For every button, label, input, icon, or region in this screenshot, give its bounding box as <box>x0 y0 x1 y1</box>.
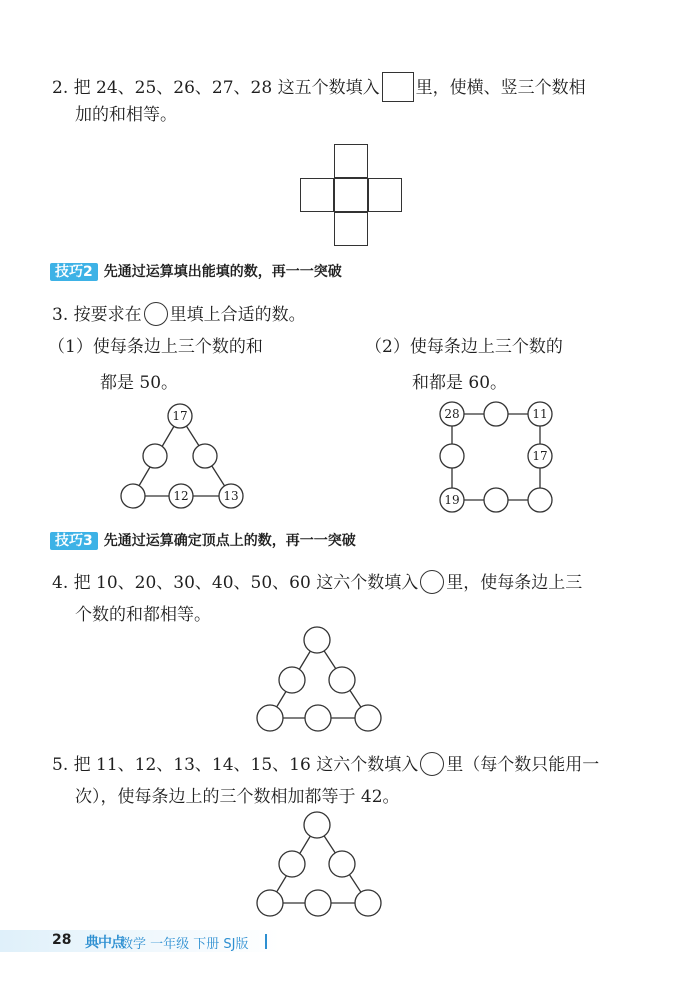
brand-logo: 典中点 <box>85 935 124 951</box>
sq-node-left-mid[interactable] <box>440 444 464 468</box>
tri-node-right[interactable] <box>193 444 217 468</box>
tip-2-badge: 技巧2 <box>50 263 98 281</box>
book-title: 数学 一年级 下册 SJ版 <box>120 937 249 952</box>
svg-text:19: 19 <box>444 493 460 507</box>
q3-part1-line2: 都是 50。 <box>100 373 179 393</box>
q3-part2-line2: 和都是 60。 <box>412 373 508 393</box>
tip-3-text: 先通过运算确定顶点上的数，再一一突破 <box>103 533 356 549</box>
q5-node-bottom-left[interactable] <box>257 890 283 916</box>
svg-text:17: 17 <box>532 449 548 463</box>
tri-node-bottom-left[interactable] <box>121 484 145 508</box>
svg-text:17: 17 <box>172 409 188 423</box>
q4-node-bottom-right[interactable] <box>355 705 381 731</box>
sq-node-top-left <box>440 402 464 426</box>
sq-node-bottom-mid[interactable] <box>484 488 508 512</box>
sq-node-bottom-left <box>440 488 464 512</box>
q4-line1: 4. 把 10、20、30、40、50、60 这六个数填入 里，使每条边上三 <box>52 570 582 594</box>
q2-line1: 2. 把 24、25、26、27、28 这五个数填入 里，使横、竖三个数相 <box>52 72 586 102</box>
tip-2-text: 先通过运算填出能填的数，再一一突破 <box>103 264 342 280</box>
q4-node-bottom-left[interactable] <box>257 705 283 731</box>
sq-node-top-right <box>528 402 552 426</box>
tip-3 <box>50 532 356 550</box>
q5-node-bottom-right[interactable] <box>355 890 381 916</box>
q3-line1: 3. 按要求在 里填上合适的数。 <box>52 302 306 326</box>
q5-line2: 次），使每条边上的三个数相加都等于 42。 <box>75 787 400 807</box>
tri-node-top <box>168 404 192 428</box>
page-footer <box>0 930 675 952</box>
tri-node-bottom-mid <box>169 484 193 508</box>
footer-divider <box>265 934 267 949</box>
svg-text:11: 11 <box>532 407 548 421</box>
q3-part2-line1: （2）使每条边上三个数的 <box>365 337 563 357</box>
q4-node-left[interactable] <box>279 667 305 693</box>
q5-line1: 5. 把 11、12、13、14、15、16 这六个数填入 里（每个数只能用一 <box>52 752 599 776</box>
q3-part1-line1: （1）使每条边上三个数的和 <box>48 337 263 357</box>
svg-text:13: 13 <box>223 489 239 503</box>
q4-node-right[interactable] <box>329 667 355 693</box>
q4-line2: 个数的和都相等。 <box>75 605 211 625</box>
q5-node-bottom-mid[interactable] <box>305 890 331 916</box>
q5-node-left[interactable] <box>279 851 305 877</box>
q5-node-right[interactable] <box>329 851 355 877</box>
svg-text:28: 28 <box>444 407 460 421</box>
q4-node-top[interactable] <box>304 627 330 653</box>
sq-node-right-mid <box>528 444 552 468</box>
q5-node-top[interactable] <box>304 812 330 838</box>
q5-inline-circle <box>420 752 444 776</box>
q2-line2: 加的和相等。 <box>75 105 177 125</box>
q4-inline-circle <box>420 570 444 594</box>
tri-node-bottom-right <box>219 484 243 508</box>
page-number: 28 <box>52 932 72 948</box>
tip-3-badge: 技巧3 <box>50 532 98 550</box>
q4-node-bottom-mid[interactable] <box>305 705 331 731</box>
sq-node-bottom-right[interactable] <box>528 488 552 512</box>
svg-text:12: 12 <box>173 489 189 503</box>
sq-node-top-mid[interactable] <box>484 402 508 426</box>
tri-node-left[interactable] <box>143 444 167 468</box>
